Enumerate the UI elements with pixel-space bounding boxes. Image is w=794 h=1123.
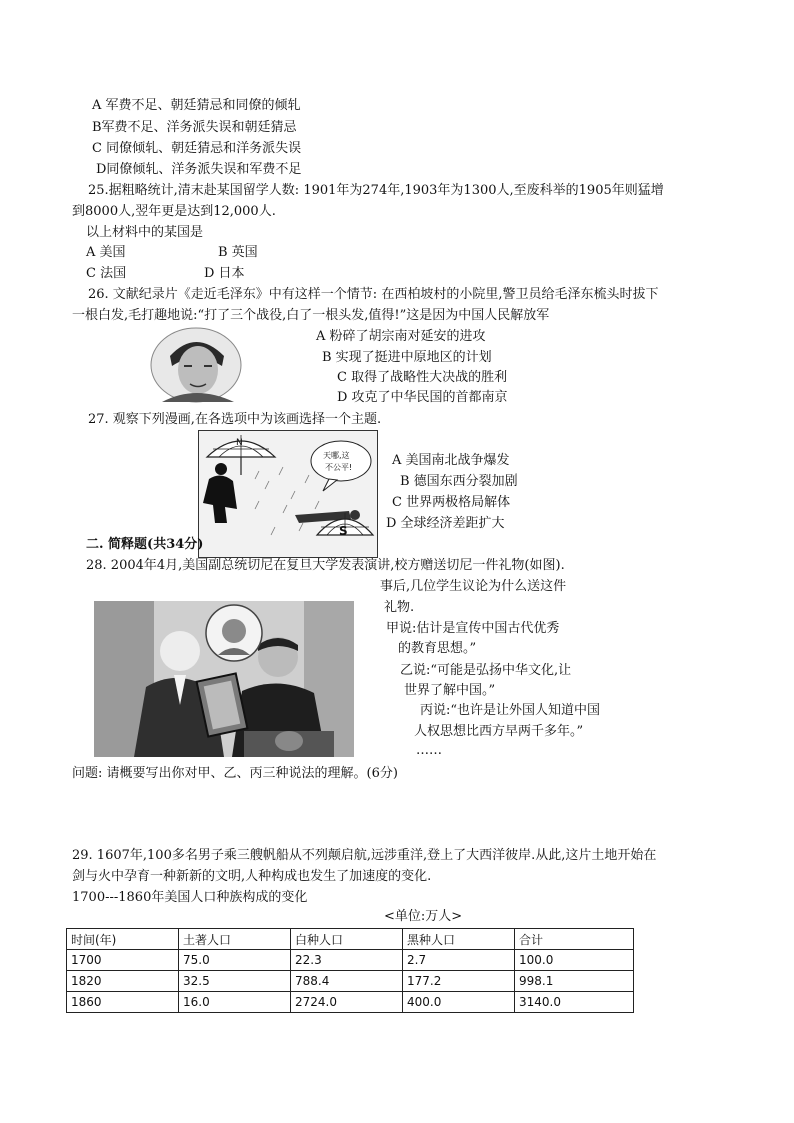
q27-option-d: D 全球经济差距扩大	[386, 516, 505, 531]
q28-bing-line2: 人权思想比西方早两千多年。”	[414, 724, 584, 739]
q28-jia-line2: 的教育思想。”	[398, 641, 477, 656]
q25-option-b: B 英国	[218, 245, 258, 260]
q28-question: 问题: 请概要写出你对甲、乙、丙三种说法的理解。(6分)	[72, 766, 398, 781]
q26-option-a: A 粉碎了胡宗南对延安的进攻	[316, 329, 486, 344]
table-cell: 2.7	[403, 950, 515, 971]
cartoon-image	[198, 430, 378, 558]
q29-stem-line1: 29. 1607年,100多名男子乘三艘帆船从不列颠启航,远涉重洋,登上了大西洋彼岸.从此,这片土地开始在	[72, 848, 657, 863]
q29-stem-line2: 剑与火中孕育一种新新的文明,人种构成也发生了加速度的变化.	[72, 869, 432, 884]
table-cell: 788.4	[291, 971, 403, 992]
q26-option-d: D 攻克了中华民国的首都南京	[337, 390, 508, 405]
q25-stem-line1: 25.据粗略统计,清末赴某国留学人数: 1901年为274年,1903年为1300人,至废科举的1905年则猛增	[88, 183, 664, 198]
cartoon-bubble-line1: 天哪,这	[323, 451, 350, 460]
section-2-heading: 二. 简释题(共34分)	[86, 537, 204, 552]
header-native: 土著人口	[179, 929, 291, 950]
q27-stem: 27. 观察下列漫画,在各选项中为该画选择一个主题.	[88, 412, 382, 427]
q24-option-c: C 同僚倾轧、朝廷猜忌和洋务派失误	[92, 141, 302, 156]
q25-option-d: D 日本	[204, 266, 245, 281]
q25-stem-line2: 到8000人,翌年更是达到12,000人.	[72, 204, 276, 219]
table-cell: 1820	[67, 971, 179, 992]
header-black: 黑种人口	[403, 929, 515, 950]
table-cell: 1860	[67, 992, 179, 1013]
header-white: 白种人口	[291, 929, 403, 950]
mao-portrait-image	[150, 326, 242, 404]
header-year: 时间(年)	[67, 929, 179, 950]
q28-ellipsis: ……	[416, 743, 442, 758]
q26-option-b: B 实现了挺进中原地区的计划	[322, 350, 492, 365]
globe-n-label: N	[236, 438, 243, 448]
q28-stem: 28. 2004年4月,美国副总统切尼在复旦大学发表演讲,校方赠送切尼一件礼物(如图).	[86, 558, 565, 573]
cheney-photo-image	[94, 601, 354, 757]
population-table	[66, 928, 634, 1013]
q26-stem-line1: 26. 文献纪录片《走近毛泽东》中有这样一个情节: 在西柏坡村的小院里,警卫员给毛泽东梳头时拔下	[88, 287, 659, 302]
q29-table-title: 1700---1860年美国人口种族构成的变化	[72, 890, 308, 905]
cartoon-bubble-line2: 不公平!	[325, 463, 353, 472]
q26-stem-line2: 一根白发,毛打趣地说:“打了三个战役,白了一根头发,值得!”这是因为中国人民解放军	[72, 308, 550, 323]
header-total: 合计	[515, 929, 634, 950]
q28-yi-line1: 乙说:“可能是弘扬中华文化,让	[400, 663, 572, 678]
q28-bing-line1: 丙说:“也许是让外国人知道中国	[420, 703, 601, 718]
q27-option-a: A 美国南北战争爆发	[392, 453, 510, 468]
q27-option-b: B 德国东西分裂加剧	[400, 474, 518, 489]
table-row	[67, 971, 634, 992]
table-header-row	[67, 929, 634, 950]
globe-s-label: S	[339, 524, 348, 538]
table-cell: 16.0	[179, 992, 291, 1013]
table-cell: 100.0	[515, 950, 634, 971]
table-cell: 177.2	[403, 971, 515, 992]
q27-option-c: C 世界两极格局解体	[392, 495, 511, 510]
q28-text-line1: 事后,几位学生议论为什么送这件	[380, 579, 567, 594]
q28-jia-line1: 甲说:估计是宣传中国古代优秀	[386, 621, 560, 636]
q28-yi-line2: 世界了解中国。”	[404, 683, 496, 698]
table-cell: 75.0	[179, 950, 291, 971]
q28-text-line2: 礼物.	[384, 600, 415, 615]
table-cell: 400.0	[403, 992, 515, 1013]
table-cell: 1700	[67, 950, 179, 971]
q29-table-unit: <单位:万人>	[384, 909, 463, 924]
q24-option-b: B军费不足、洋务派失误和朝廷猜忌	[92, 120, 297, 135]
table-row	[67, 992, 634, 1013]
table-cell: 22.3	[291, 950, 403, 971]
q26-option-c: C 取得了战略性大决战的胜利	[337, 370, 508, 385]
q24-option-a: A 军费不足、朝廷猜忌和同僚的倾轧	[92, 98, 301, 113]
q25-stem-line3: 以上材料中的某国是	[86, 225, 204, 240]
table-cell: 3140.0	[515, 992, 634, 1013]
q25-option-a: A 美国	[86, 245, 126, 260]
q25-option-c: C 法国	[86, 266, 127, 281]
table-cell: 998.1	[515, 971, 634, 992]
table-cell: 2724.0	[291, 992, 403, 1013]
table-row	[67, 950, 634, 971]
q24-option-d: D同僚倾轧、洋务派失误和军费不足	[96, 162, 302, 177]
table-cell: 32.5	[179, 971, 291, 992]
